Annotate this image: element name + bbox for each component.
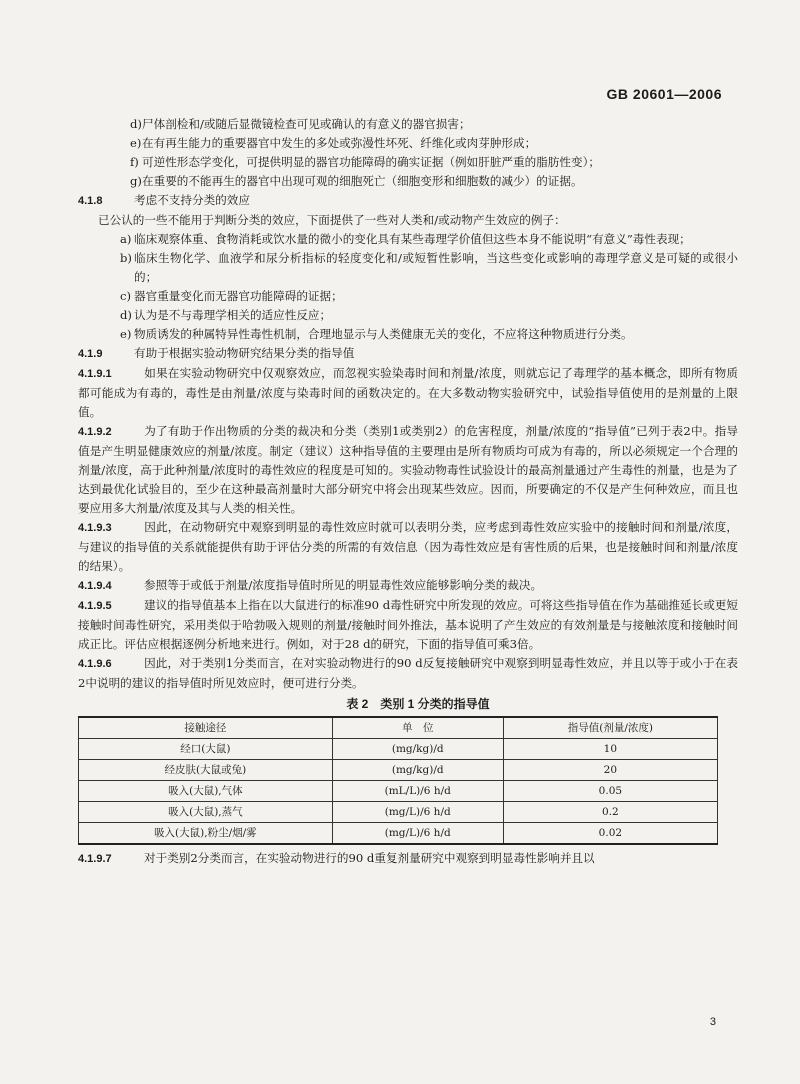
section-heading-4-1-8: 4.1.8 考虑不支持分类的效应 (78, 193, 250, 207)
table-header-cell: 接触途径 (79, 717, 333, 739)
clause-4-1-9-6: 4.1.9.6 因此，对于类别1分类而言，在对实验动物进行的90 d反复接触研究中观察到明显毒性效应，并且以等于或小于在表2中说明的建议的指导值时所见效应时，便可进行分类。 (78, 656, 738, 690)
table-cell: 0.02 (503, 823, 717, 845)
table-cell: 经皮肤(大鼠或兔) (79, 760, 333, 781)
list-item: d) 尸体剖检和/或随后显微镜检查可见或确认的有意义的器官损害； (130, 117, 471, 131)
criteria-list-continued (98, 115, 738, 191)
table-row (79, 823, 718, 845)
clause-4-1-9-4: 4.1.9.4 参照等于或低于剂量/浓度指导值时所见的明显毒性效应能够影响分类的裁决。 (78, 578, 543, 592)
table-cell: (mg/kg)/d (332, 739, 503, 760)
page-number: 3 (709, 1016, 716, 1028)
list-item: f) 可逆性形态学变化，可提供明显的器官功能障碍的确实证据（例如肝脏严重的脂肪性变）； (130, 155, 600, 169)
clause-4-1-9-5: 4.1.9.5 建议的指导值基本上指在以大鼠进行的标准90 d毒性研究中所发现的效应。可将这些指导值在作为基础推延长或更短接触时间毒性研究，采用类似于哈勃吸入规则的剂量/接触时间外推法，基本说明了产生效应的有效剂量是与接触浓度和接触时间成正比。评估应根据逐例分析地来进行。例如，对于28 d的研究，下面的指导值可乘3倍。 (78, 598, 738, 651)
table-cell: 吸入(大鼠),粉尘/烟/雾 (79, 823, 333, 845)
standard-code: GB 20601—2006 (606, 86, 722, 102)
table-cell: 吸入(大鼠),气体 (79, 781, 333, 802)
clause-4-1-9-1: 4.1.9.1 如果在实验动物研究中仅观察效应，而忽视实验染毒时间和剂量/浓度，则就忘记了毒理学的基本概念，即所有物质都可能成为有毒的，毒性是由剂量/浓度与染毒时间的函数决定的。在大多数动物实验研究中，试验指导值使用的是剂量的上限值。 (78, 366, 738, 419)
table-cell: (mL/L)/6 h/d (332, 781, 503, 802)
table-row (79, 760, 718, 781)
table-cell: (mg/L)/6 h/d (332, 823, 503, 845)
table-cell: (mg/L)/6 h/d (332, 802, 503, 823)
table-title: 表 2 类别 1 分类的指导值 (346, 697, 490, 711)
list-item: a) 临床观察体重、食物消耗或饮水量的微小的变化具有某些毒理学价值但这些本身不能说明“有意义”毒性表现； (120, 232, 691, 246)
table-cell: (mg/kg)/d (332, 760, 503, 781)
table-cell: 10 (503, 739, 717, 760)
list-item: d) 认为是不与毒理学相关的适应性反应； (120, 308, 332, 322)
list-item: b) 临床生物化学、血液学和尿分析指标的轻度变化和/或短暂性影响，当这些变化或影响的毒理学意义是可疑的或很小的； (120, 251, 738, 284)
list-item: e) 物质诱发的种属特异性毒性机制，合理地显示与人类健康无关的变化，不应将这种物质进行分类。 (120, 327, 633, 341)
non-classification-effects-list (98, 230, 738, 344)
table-cell: 20 (503, 760, 717, 781)
list-item: c) 器官重量变化而无器官功能障碍的证据； (120, 289, 343, 303)
guidance-values-table (78, 716, 718, 845)
table-header-cell: 单 位 (332, 717, 503, 739)
clause-4-1-9-7: 4.1.9.7 对于类别2分类而言，在实验动物进行的90 d重复剂量研究中观察到明显毒性影响并且以 (78, 851, 595, 865)
clause-4-1-9-3: 4.1.9.3 因此，在动物研究中观察到明显的毒性效应时就可以表明分类，应考虑到毒性效应实验中的接触时间和剂量/浓度，与建议的指导值的关系就能提供有助于评估分类的所需的有效信息（因为毒性效应是有害性质的后果，也是接触时间和剂量/浓度的结果）。 (78, 520, 738, 573)
list-item: g) 在重要的不能再生的器官中出现可观的细胞死亡（细胞变形和细胞数的减少）的证据。 (130, 174, 583, 188)
table-cell: 0.05 (503, 781, 717, 802)
document-body (78, 115, 738, 869)
section-intro: 已公认的一些不能用于判断分类的效应，下面提供了一些对人类和/或动物产生效应的例子： (98, 213, 566, 227)
table-header-row (79, 717, 718, 739)
table-cell: 经口(大鼠) (79, 739, 333, 760)
table-row (79, 802, 718, 823)
table-header-cell: 指导值(剂量/浓度) (503, 717, 717, 739)
table-cell: 吸入(大鼠),蒸气 (79, 802, 333, 823)
table-row (79, 739, 718, 760)
table-row (79, 781, 718, 802)
list-item: e) 在有再生能力的重要器官中发生的多处或弥漫性坏死、纤维化或肉芽肿形成； (130, 136, 537, 150)
table-cell: 0.2 (503, 802, 717, 823)
clause-4-1-9-2: 4.1.9.2 为了有助于作出物质的分类的裁决和分类（类别1或类别2）的危害程度，剂量/浓度的“指导值”已列于表2中。指导值是产生明显健康效应的剂量/浓度。制定（建议）这种指导值的主要理由是所有物质均可成为有毒的，所以必须规定一个合理的剂量/浓度，高于此种剂量/浓度时的毒性效应的程度是可知的。实验动物毒性试验设计的最高剂量通过产生毒性的剂量，也是为了达到最优化试验目的，至少在这种最高剂量时大部分研究中将会出现某些效应。因而，所要确定的不仅是产生何种效应，而且也要应用多大剂量/浓度及其与人类的相关性。 (78, 424, 738, 515)
section-heading-4-1-9: 4.1.9 有助于根据实验动物研究结果分类的指导值 (78, 346, 355, 360)
